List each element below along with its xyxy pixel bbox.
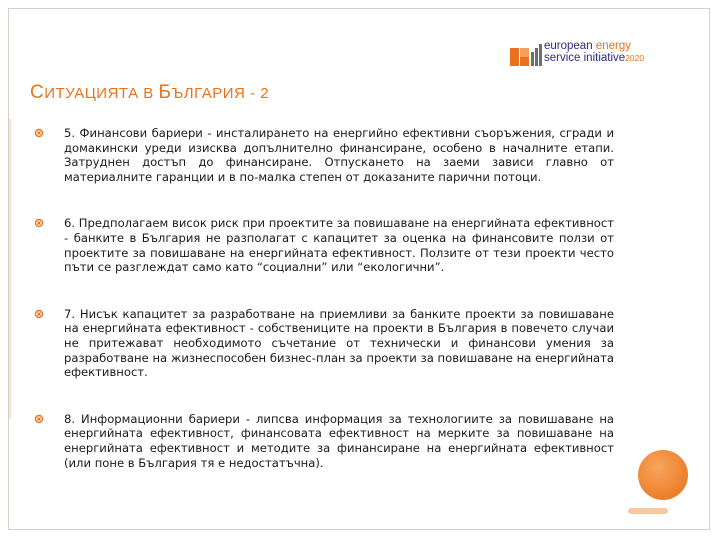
wheel-bullet-icon (34, 128, 44, 138)
list-item-text: 8. Информационни бариери - липсва информация за технологиите за повишаване на енергийната ефективност, финансовата ефективност на мерките за повишаване на енергийната ефективност и методите за финансиране на енергийната ефективност (или поне в България тя е недостатъчна). (64, 411, 614, 470)
list-item (34, 307, 614, 380)
wheel-bullet-icon (34, 309, 44, 319)
logo-mark-icon (510, 42, 542, 66)
logo-line1-a: european (544, 40, 593, 52)
bullet-list (34, 126, 614, 470)
page-title (30, 82, 269, 104)
title-suffix: - 2 (250, 85, 270, 102)
list-item (34, 126, 614, 184)
frame-accent (9, 119, 11, 419)
list-item-text: 7. Нисък капацитет за разработване на приемливи за банките проекти за повишаване на енергийната ефективност - собствениците на проекти в България в повечето случаи не притежават необходимото съчетание от технически и финансови умения за разработване на жизнеспособен бизнес-план за проекти за повишаване на енергийната ефективност. (64, 306, 614, 380)
decorative-orange-accent (628, 508, 668, 514)
list-item (34, 412, 614, 470)
title-cap-1: С (30, 82, 45, 103)
list-item (34, 216, 614, 274)
list-item-text: 6. Предполагаем висок риск при проектите за повишаване на енергийната ефективност - банките в България не разполагат с капацитет за оценка на финансовите ползи от проектите за повишаване на енергийната ефективност. Ползите от тези проекти често пъти се разглеждат само като “социални” или “екологични”. (64, 216, 614, 275)
logo-year: 2020 (625, 53, 645, 63)
logo-text (544, 40, 644, 64)
title-part-2: ЪЛГАРИЯ (171, 85, 246, 102)
list-item-text: 5. Финансови бариери - инсталирането на енергийно ефективни съоръжения, сгради и домакински уреди изисква допълнително финансиране, особено в началните етапи. Затруднен достъп до финансиране. Отпускането на заеми зависи главно от материалните гаранции и в по-малка степен от доказаните парични потоци. (64, 126, 614, 184)
logo-line1-b: energy (595, 40, 631, 52)
title-part-1: ИТУАЦИЯТА В (44, 85, 154, 102)
wheel-bullet-icon (34, 218, 44, 228)
logo (510, 40, 690, 70)
title-cap-2: Б (158, 82, 172, 103)
logo-line2-a: service initiative (544, 52, 626, 64)
decorative-orange-circle (638, 450, 688, 500)
wheel-bullet-icon (34, 414, 44, 424)
